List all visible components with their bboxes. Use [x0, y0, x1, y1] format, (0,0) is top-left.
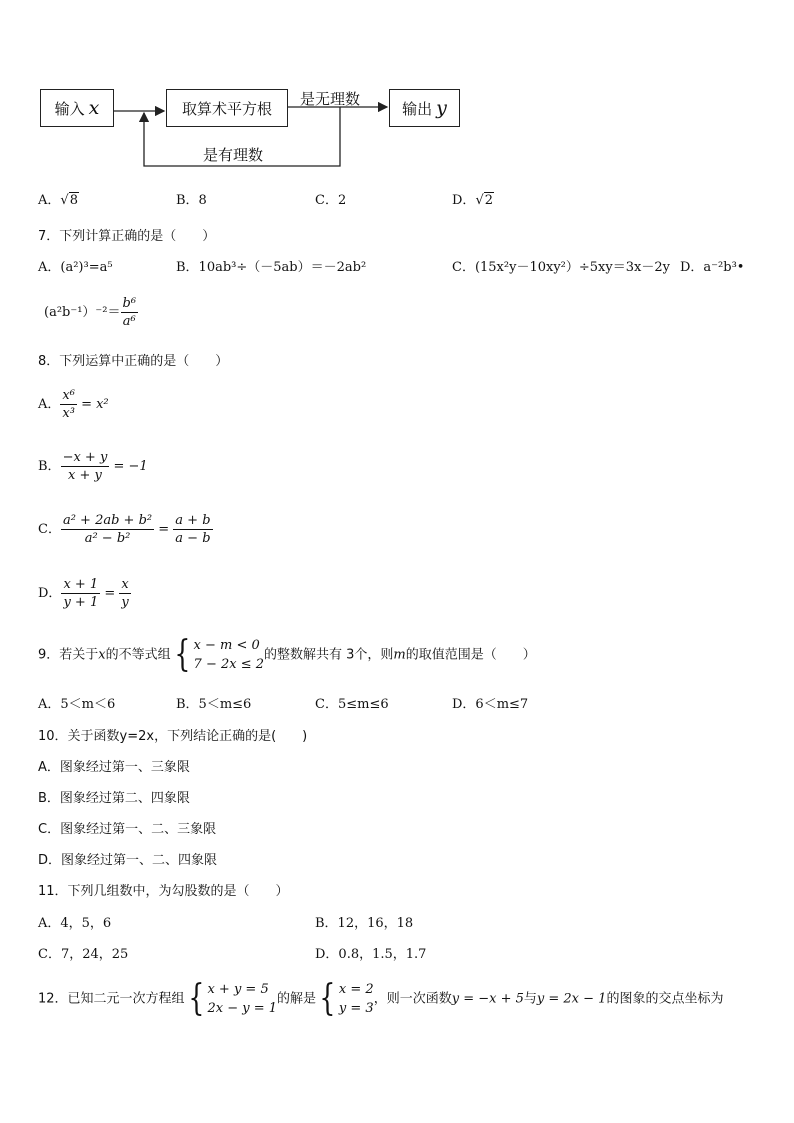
q11-option-a: A．4，5，6 [38, 916, 112, 931]
q10-option-d: D．图象经过第一、二、四象限 [38, 853, 218, 868]
q10-stem: 10．关于函数y=2x，下列结论正确的是( ) [38, 729, 308, 744]
process-label: 取算术平方根 [181, 99, 272, 118]
q8-option-a: A． $\frac{\text{x⁶}}{\text{x³}}$ = x² [38, 388, 109, 421]
left-brace-icon: { [187, 978, 205, 1019]
q6-option-d: D．√ 2 [452, 193, 494, 208]
rational-label: 是有理数 [203, 146, 264, 164]
sqrt-icon: √ 2 [475, 193, 494, 208]
flow-arrows [0, 0, 794, 180]
q12-stem: 12．已知二元一次方程组{ x + y = 5 2x − y = 1 的解是{ x = 2 y = 3 ，则一次函数y = −x + 5与y = 2x − 1的图象的交点坐标为 [38, 978, 724, 1019]
q9-option-a: A．5＜m＜6 [38, 697, 116, 712]
q6-option-b: B．8 [176, 193, 207, 208]
q6-option-a: A．√ 8 [38, 193, 78, 208]
q9-stem: 9．若关于x的不等式组{ x − m < 0 7 − 2x ≤ 2 的整数解共有 3个，则m的取值范围是（ ） [38, 634, 536, 675]
q11-option-b: B．12，16，18 [315, 916, 414, 931]
q11-option-c: C．7，24，25 [38, 947, 129, 962]
q8-stem: 8．下列运算中正确的是（ ） [38, 354, 229, 369]
q10-option-b: B．图象经过第二、四象限 [38, 791, 190, 806]
q7-stem: 7．下列计算正确的是（ ） [38, 229, 216, 244]
q11-stem: 11．下列几组数中，为勾股数的是（ ） [38, 884, 289, 899]
q9-option-d: D．6＜m≤7 [452, 697, 529, 712]
q9-option-c: C．5≤m≤6 [315, 697, 389, 712]
q8-option-d: D． $\frac{x + 1}{y + 1}$ = $\frac{x}{y}$ [38, 577, 129, 610]
q7-option-b: B．10ab³÷（－5ab）＝－2ab² [176, 260, 367, 275]
input-var: x [88, 97, 100, 119]
q11-option-d: D．0.8，1.5，1.7 [315, 947, 427, 962]
q7-option-d-cont: (a²b⁻¹）⁻²＝ $\frac{\text{b⁶}}{\text{a⁶}}$ [44, 296, 137, 329]
left-brace-icon: { [174, 634, 191, 675]
input-label: 输入 [54, 99, 85, 118]
sqrt-icon: √ 8 [60, 193, 78, 208]
q6-option-c: C．2 [315, 193, 347, 208]
q7-option-d-start: D．a⁻²b³• [680, 260, 745, 275]
q10-option-a: A．图象经过第一、三象限 [38, 760, 190, 775]
q8-option-c: C． $\frac{\text{a² + 2ab + b²}}{\text{a² − b²}}$ = $\frac{a + b}{a - b}$ [38, 513, 211, 546]
q7-option-a: A．(a²)³=a⁵ [38, 260, 113, 275]
q7-option-c: C．(15x²y－10xy²）÷5xy＝3x－2y [452, 260, 670, 275]
left-brace-icon: { [319, 978, 336, 1019]
q10-option-c: C．图象经过第一、二、三象限 [38, 822, 217, 837]
irrational-label: 是无理数 [300, 90, 361, 108]
q8-option-b: B． $\frac{-x + y}{x + y}$ = −1 [38, 450, 148, 483]
output-var: y [436, 97, 447, 119]
output-label: 输出 [402, 99, 433, 118]
q9-option-b: B．5＜m≤6 [176, 697, 252, 712]
